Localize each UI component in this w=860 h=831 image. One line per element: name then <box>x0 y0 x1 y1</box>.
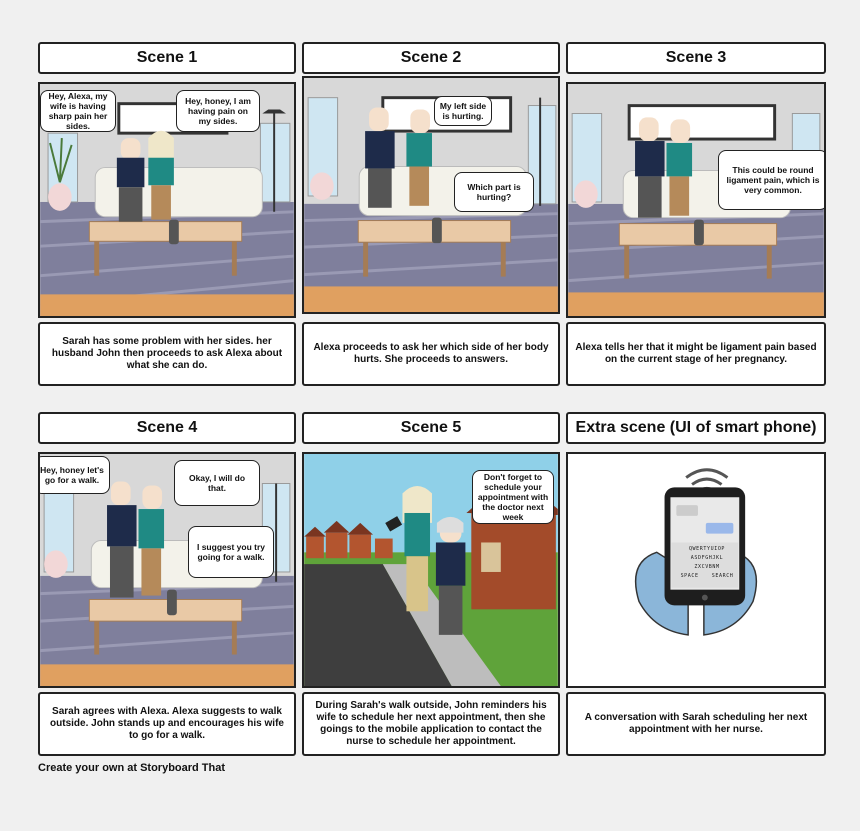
scene-4-panel <box>38 452 296 688</box>
scene-5-title: Scene 5 <box>302 412 560 444</box>
scene-5-caption: During Sarah's walk outside, John reminders his wife to schedule her next appointment, then she goings to the mobile application to contact the nurse to schedule her appointment. <box>302 692 560 756</box>
scene-2-panel <box>302 76 560 314</box>
speech-bubble: I suggest you try going for a walk. <box>188 526 274 578</box>
speech-bubble: Don't forget to schedule your appointment with the doctor next week <box>472 470 554 524</box>
speech-bubble: Hey, honey, I am having pain on my sides. <box>176 90 260 132</box>
scene-4-caption: Sarah agrees with Alexa. Alexa suggests to walk outside. John stands up and encourages his wife to go for a walk. <box>38 692 296 756</box>
keyboard-row: ASDFGHJKL <box>690 555 724 561</box>
scene-3-title: Scene 3 <box>566 42 826 74</box>
speech-bubble: This could be round ligament pain, which is very common. <box>718 150 826 210</box>
scene-2-title: Scene 2 <box>302 42 560 74</box>
keyboard-row: QWERTYUIOP <box>688 546 726 552</box>
speech-bubble: Hey, Alexa, my wife is having sharp pain her sides. <box>40 90 116 132</box>
speech-bubble: Hey, honey let's go for a walk. <box>38 456 110 494</box>
scene-2-caption: Alexa proceeds to ask her which side of her body hurts. She proceeds to answers. <box>302 322 560 386</box>
extra-scene-caption: A conversation with Sarah scheduling her next appointment with her nurse. <box>566 692 826 756</box>
scene-1-caption: Sarah has some problem with her sides. her husband John then proceeds to ask Alexa about what she can do. <box>38 322 296 386</box>
speech-bubble: Which part is hurting? <box>454 172 534 212</box>
keyboard-bottom-row <box>674 572 740 581</box>
keyboard-row: ZXCVBNM <box>694 564 720 570</box>
scene-1-title: Scene 1 <box>38 42 296 74</box>
speech-bubble: Okay, I will do that. <box>174 460 260 506</box>
scene-4-title: Scene 4 <box>38 412 296 444</box>
search-key: SEARCH <box>711 573 734 579</box>
space-key: SPACE <box>680 573 699 579</box>
extra-scene-title: Extra scene (UI of smart phone) <box>566 412 826 444</box>
scene-1-panel <box>38 82 296 318</box>
speech-bubble: My left side is hurting. <box>434 96 492 126</box>
scene-5-panel <box>302 452 560 688</box>
phone-scene-panel <box>566 452 826 688</box>
scene-3-caption: Alexa tells her that it might be ligament pain based on the current stage of her pregnancy. <box>566 322 826 386</box>
storyboard-footer-link[interactable]: Create your own at Storyboard That <box>38 762 226 774</box>
scene-3-panel <box>566 82 826 318</box>
phone-keyboard <box>674 545 740 581</box>
